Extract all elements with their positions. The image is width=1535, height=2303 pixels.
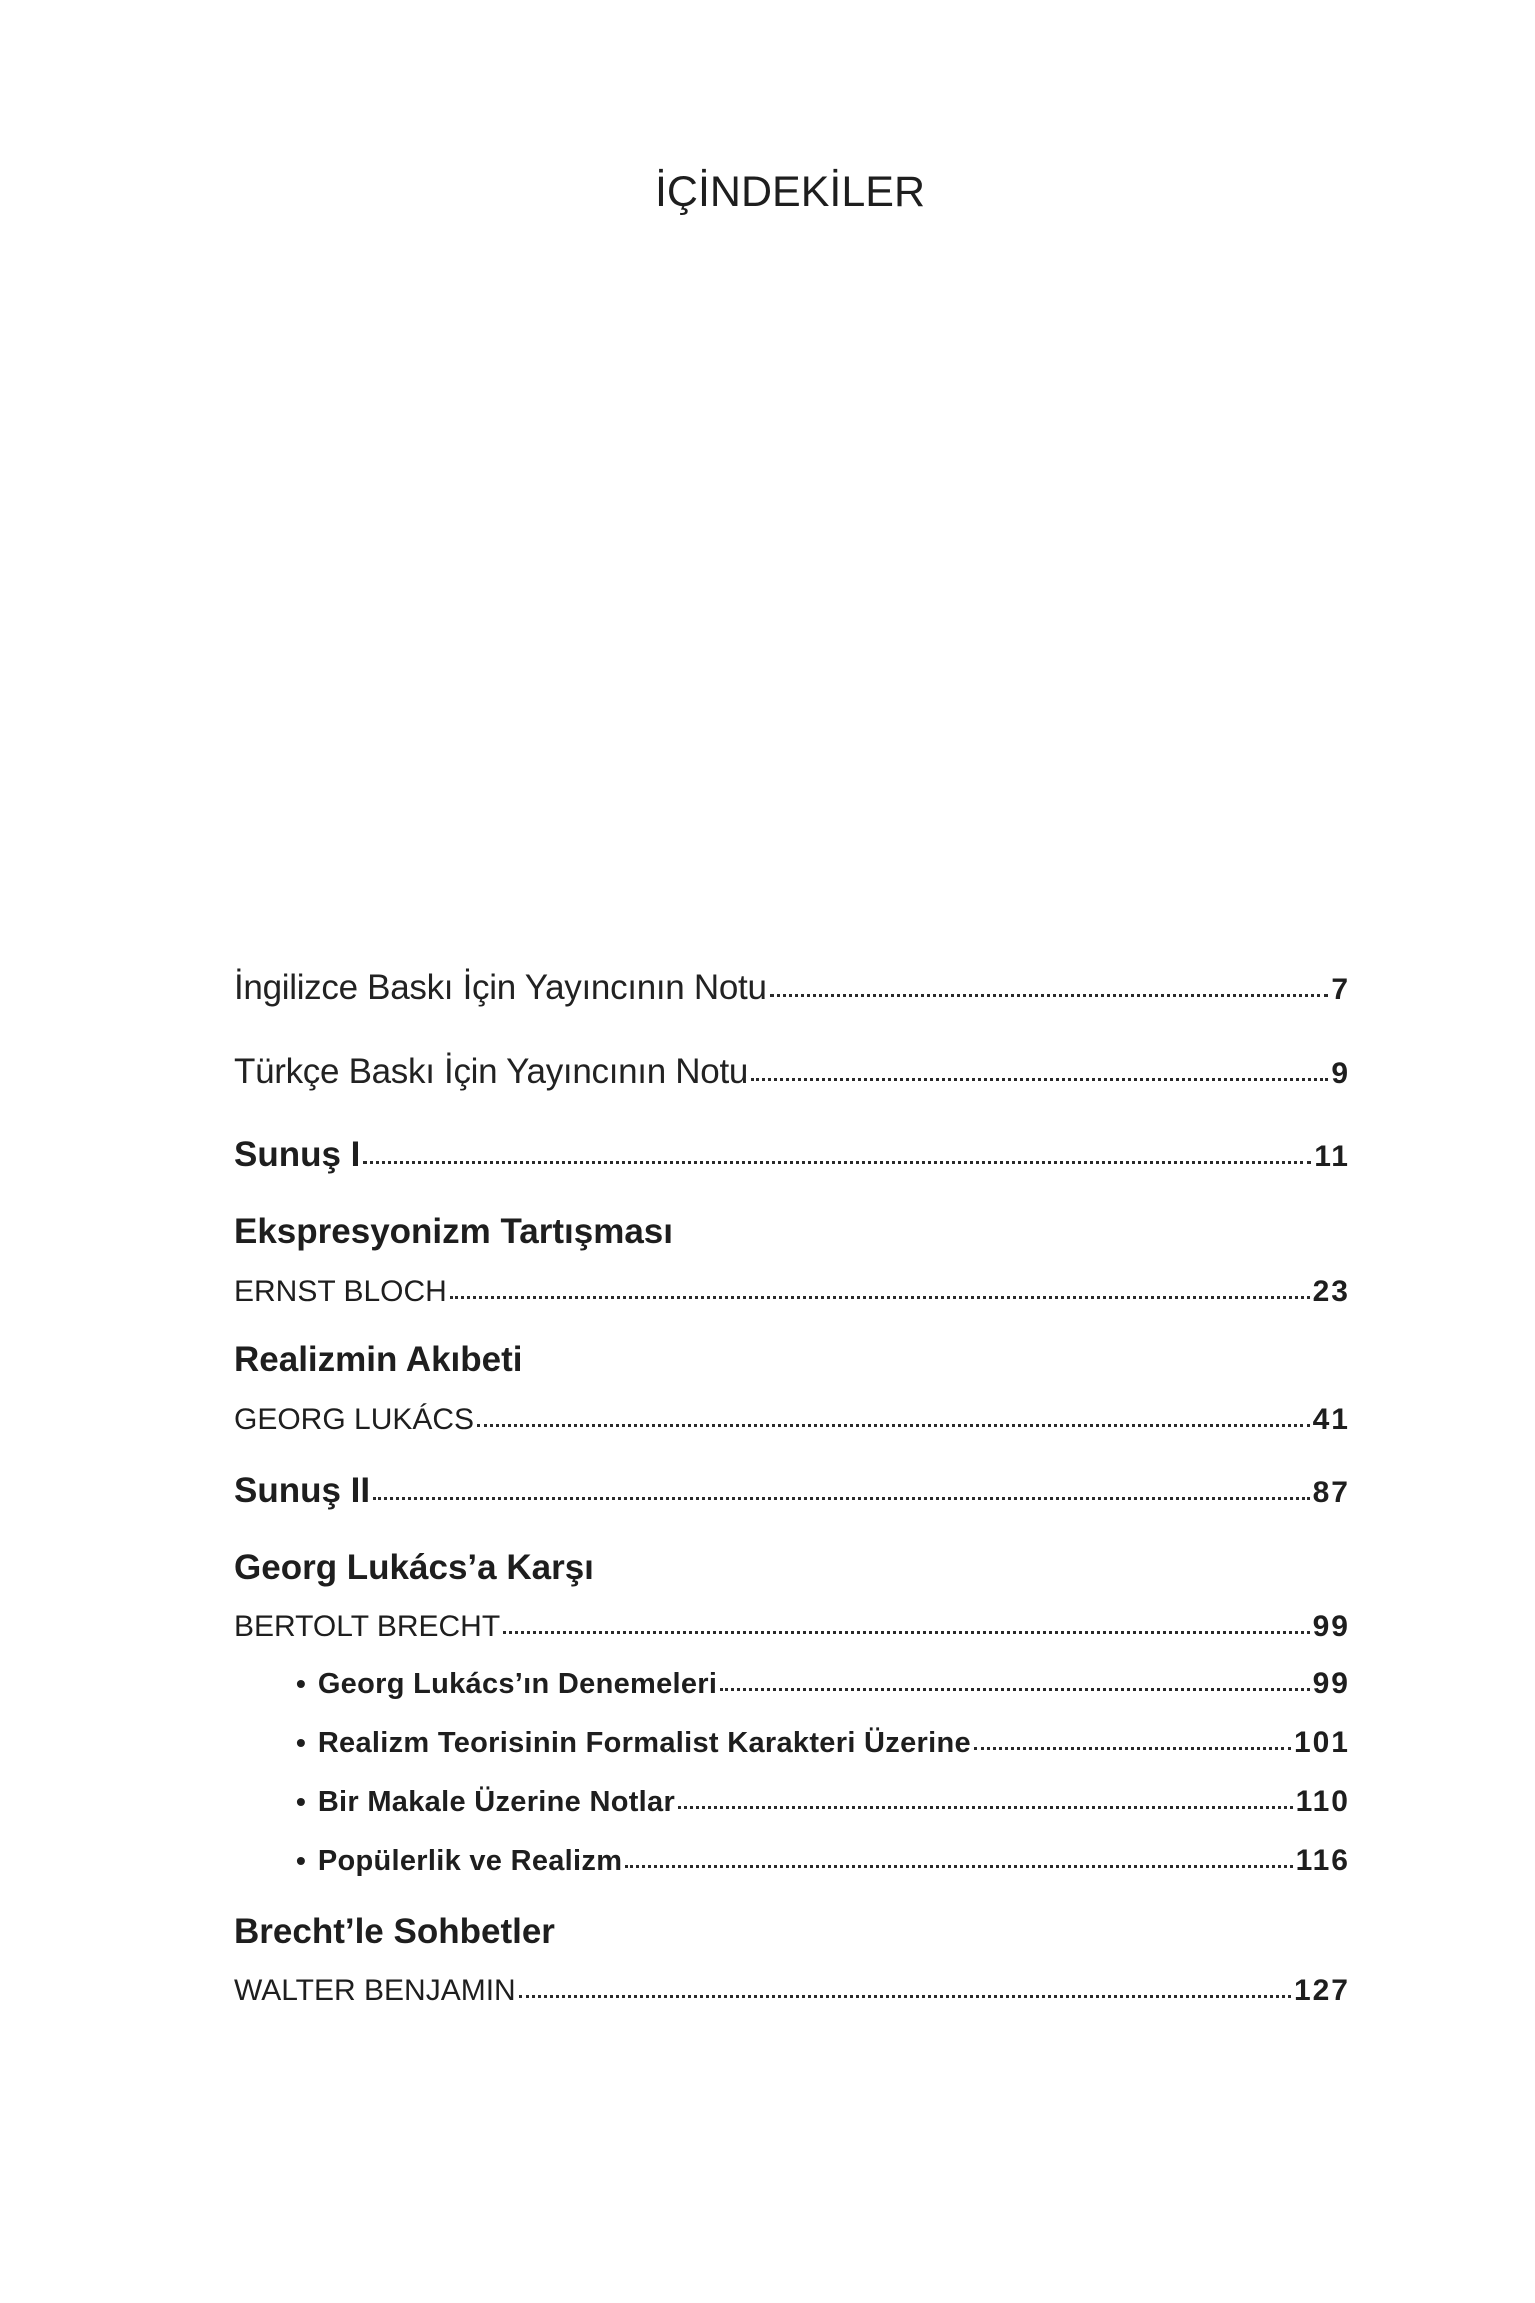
toc-page-number: 9 bbox=[1331, 1057, 1350, 1090]
toc-page-number: 101 bbox=[1293, 1726, 1350, 1759]
toc-entry[interactable] bbox=[234, 968, 1350, 1008]
dot-leader bbox=[625, 1865, 1292, 1868]
toc-entry[interactable] bbox=[234, 1610, 1350, 1644]
toc-subentry-label: Bir Makale Üzerine Notlar bbox=[317, 1786, 676, 1818]
toc-entry[interactable] bbox=[234, 1974, 1350, 2008]
toc-page-number: 23 bbox=[1312, 1275, 1350, 1308]
toc-page-number: 87 bbox=[1312, 1476, 1350, 1509]
toc-subentry[interactable] bbox=[296, 1667, 1350, 1701]
toc-subentry[interactable] bbox=[296, 1785, 1350, 1819]
toc-entry[interactable] bbox=[234, 1275, 1350, 1309]
toc-page-number: 11 bbox=[1314, 1140, 1350, 1173]
dot-leader bbox=[503, 1631, 1309, 1634]
toc-entry[interactable] bbox=[234, 1471, 1350, 1511]
toc-section-heading[interactable]: Brecht’le Sohbetler bbox=[234, 1912, 555, 1951]
dot-leader bbox=[450, 1296, 1310, 1299]
toc-entry[interactable] bbox=[234, 1403, 1350, 1437]
toc-author: GEORG LUKÁCS bbox=[234, 1403, 475, 1436]
toc-author: WALTER BENJAMIN bbox=[234, 1974, 516, 2007]
dot-leader bbox=[363, 1161, 1311, 1164]
toc-entry[interactable] bbox=[234, 1135, 1350, 1175]
toc-entry-label: Sunuş II bbox=[234, 1471, 371, 1510]
toc-page-number: 99 bbox=[1312, 1610, 1350, 1643]
toc-page-number: 116 bbox=[1295, 1844, 1350, 1877]
toc-subentry-label: Realizm Teorisinin Formalist Karakteri Üzerine bbox=[317, 1727, 971, 1759]
toc-author: BERTOLT BRECHT bbox=[234, 1610, 501, 1643]
toc-page-number: 7 bbox=[1331, 973, 1350, 1006]
bullet-icon: • bbox=[296, 1786, 306, 1817]
page-title: İÇİNDEKİLER bbox=[654, 168, 925, 216]
toc-section-heading[interactable]: Ekspresyonizm Tartışması bbox=[234, 1212, 673, 1251]
bullet-icon: • bbox=[296, 1668, 306, 1699]
toc-page-number: 41 bbox=[1312, 1403, 1350, 1436]
toc-page-number: 110 bbox=[1295, 1785, 1350, 1818]
toc-subentry-label: Popülerlik ve Realizm bbox=[317, 1845, 623, 1877]
toc-entry-label: Sunuş I bbox=[234, 1135, 361, 1174]
bullet-icon: • bbox=[296, 1727, 306, 1758]
bullet-icon: • bbox=[296, 1845, 306, 1876]
toc-subentry[interactable] bbox=[296, 1726, 1350, 1760]
toc-section-heading[interactable]: Realizmin Akıbeti bbox=[234, 1340, 523, 1379]
toc-section-heading[interactable]: Georg Lukács’a Karşı bbox=[234, 1548, 594, 1587]
toc-entry[interactable] bbox=[234, 1052, 1350, 1092]
toc-subentry[interactable] bbox=[296, 1844, 1350, 1878]
toc-subentry-label: Georg Lukács’ın Denemeleri bbox=[317, 1668, 718, 1700]
toc-page-number: 99 bbox=[1312, 1667, 1350, 1700]
dot-leader bbox=[974, 1747, 1291, 1750]
toc-page-number: 127 bbox=[1293, 1974, 1350, 2007]
toc-entry-label: İngilizce Baskı İçin Yayıncının Notu bbox=[234, 968, 767, 1007]
toc-entry-label: Türkçe Baskı İçin Yayıncının Notu bbox=[234, 1052, 749, 1091]
dot-leader bbox=[373, 1497, 1310, 1500]
dot-leader bbox=[519, 1995, 1291, 1998]
dot-leader bbox=[770, 994, 1329, 997]
dot-leader bbox=[720, 1688, 1309, 1691]
toc-author: ERNST BLOCH bbox=[234, 1275, 447, 1308]
dot-leader bbox=[751, 1078, 1328, 1081]
dot-leader bbox=[477, 1424, 1310, 1427]
dot-leader bbox=[678, 1806, 1293, 1809]
